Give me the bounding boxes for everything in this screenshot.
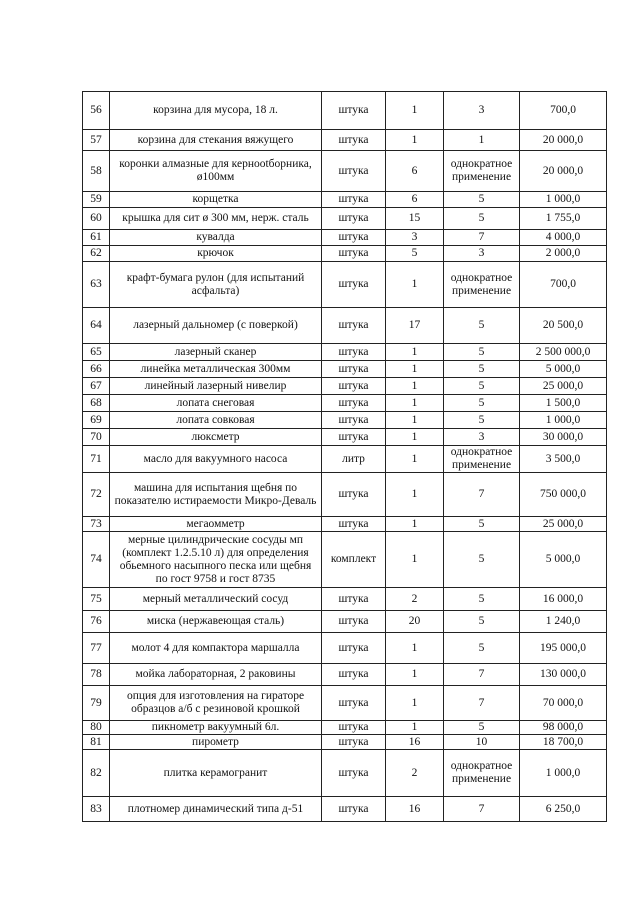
price-cell: 98 000,0 <box>520 721 607 735</box>
service-life-cell: 10 <box>444 735 520 750</box>
unit-of-measure-cell: штука <box>322 130 386 151</box>
row-number-cell: 56 <box>83 92 110 130</box>
item-name-cell: крючок <box>110 246 322 262</box>
quantity-cell: 1 <box>386 686 444 721</box>
item-name-cell: мерные цилиндрические сосуды мп (комплект 1.2.5.10 л) для определения обьемного насыпного песка или щебня по гост 9758 и гост 8735 <box>110 532 322 588</box>
item-name-cell: лазерный сканер <box>110 344 322 361</box>
price-cell: 5 000,0 <box>520 361 607 378</box>
quantity-cell: 1 <box>386 532 444 588</box>
row-number-cell: 74 <box>83 532 110 588</box>
service-life-cell: 5 <box>444 588 520 611</box>
item-name-cell: машина для испытания щебня по показателю истираемости Микро-Деваль <box>110 473 322 517</box>
price-cell: 25 000,0 <box>520 378 607 395</box>
quantity-cell: 2 <box>386 750 444 797</box>
quantity-cell: 1 <box>386 130 444 151</box>
item-name-cell: лопата совковая <box>110 412 322 429</box>
service-life-cell: 3 <box>444 92 520 130</box>
price-cell: 1 240,0 <box>520 611 607 633</box>
table-row <box>83 664 607 686</box>
service-life-cell: 7 <box>444 230 520 246</box>
row-number-cell: 60 <box>83 208 110 230</box>
row-number-cell: 67 <box>83 378 110 395</box>
row-number-cell: 73 <box>83 517 110 532</box>
quantity-cell: 17 <box>386 308 444 344</box>
row-number-cell: 70 <box>83 429 110 446</box>
price-cell: 2 000,0 <box>520 246 607 262</box>
service-life-cell: 5 <box>444 308 520 344</box>
service-life-cell: 5 <box>444 378 520 395</box>
quantity-cell: 6 <box>386 192 444 208</box>
unit-of-measure-cell: комплект <box>322 532 386 588</box>
table-row <box>83 686 607 721</box>
item-name-cell: мерный металлический сосуд <box>110 588 322 611</box>
item-name-cell: пикнометр вакуумный 6л. <box>110 721 322 735</box>
item-name-cell: линейный лазерный нивелир <box>110 378 322 395</box>
row-number-cell: 76 <box>83 611 110 633</box>
row-number-cell: 66 <box>83 361 110 378</box>
service-life-cell: 3 <box>444 246 520 262</box>
quantity-cell: 1 <box>386 378 444 395</box>
unit-of-measure-cell: штука <box>322 750 386 797</box>
table-row <box>83 721 607 735</box>
row-number-cell: 83 <box>83 797 110 822</box>
row-number-cell: 77 <box>83 633 110 664</box>
unit-of-measure-cell: штука <box>322 517 386 532</box>
item-name-cell: плитка керамогранит <box>110 750 322 797</box>
quantity-cell: 3 <box>386 230 444 246</box>
price-cell: 1 500,0 <box>520 395 607 412</box>
table-row <box>83 588 607 611</box>
row-number-cell: 81 <box>83 735 110 750</box>
row-number-cell: 68 <box>83 395 110 412</box>
table-row <box>83 412 607 429</box>
table-row <box>83 395 607 412</box>
item-name-cell: корзина для мусора, 18 л. <box>110 92 322 130</box>
item-name-cell: лопата снеговая <box>110 395 322 412</box>
price-cell: 700,0 <box>520 92 607 130</box>
row-number-cell: 78 <box>83 664 110 686</box>
table-row <box>83 361 607 378</box>
unit-of-measure-cell: штука <box>322 308 386 344</box>
price-cell: 18 700,0 <box>520 735 607 750</box>
quantity-cell: 1 <box>386 429 444 446</box>
table-row <box>83 517 607 532</box>
price-cell: 195 000,0 <box>520 633 607 664</box>
price-cell: 6 250,0 <box>520 797 607 822</box>
row-number-cell: 64 <box>83 308 110 344</box>
unit-of-measure-cell: штука <box>322 344 386 361</box>
service-life-cell: 5 <box>444 361 520 378</box>
table-row <box>83 344 607 361</box>
unit-of-measure-cell: штука <box>322 611 386 633</box>
row-number-cell: 80 <box>83 721 110 735</box>
inventory-table <box>82 91 607 822</box>
item-name-cell: корщетка <box>110 192 322 208</box>
service-life-cell: 3 <box>444 429 520 446</box>
price-cell: 20 000,0 <box>520 151 607 192</box>
unit-of-measure-cell: штука <box>322 192 386 208</box>
item-name-cell: масло для вакуумного насоса <box>110 446 322 473</box>
item-name-cell: молот 4 для компактора маршалла <box>110 633 322 664</box>
item-name-cell: люксметр <box>110 429 322 446</box>
item-name-cell: лазерный дальномер (с поверкой) <box>110 308 322 344</box>
service-life-cell: 1 <box>444 130 520 151</box>
unit-of-measure-cell: штука <box>322 208 386 230</box>
unit-of-measure-cell: штука <box>322 735 386 750</box>
table-row <box>83 611 607 633</box>
service-life-cell: 5 <box>444 517 520 532</box>
unit-of-measure-cell: штука <box>322 262 386 308</box>
unit-of-measure-cell: штука <box>322 473 386 517</box>
table-row <box>83 262 607 308</box>
service-life-cell: 5 <box>444 395 520 412</box>
quantity-cell: 2 <box>386 588 444 611</box>
table-row <box>83 246 607 262</box>
table-row <box>83 532 607 588</box>
service-life-cell: 5 <box>444 344 520 361</box>
item-name-cell: опция для изготовления на гираторе образцов а/б с резиновой крошкой <box>110 686 322 721</box>
row-number-cell: 71 <box>83 446 110 473</box>
unit-of-measure-cell: штука <box>322 412 386 429</box>
price-cell: 20 500,0 <box>520 308 607 344</box>
unit-of-measure-cell: штука <box>322 92 386 130</box>
price-cell: 1 000,0 <box>520 192 607 208</box>
price-cell: 3 500,0 <box>520 446 607 473</box>
quantity-cell: 5 <box>386 246 444 262</box>
service-life-cell: однократное применение <box>444 151 520 192</box>
quantity-cell: 1 <box>386 412 444 429</box>
quantity-cell: 1 <box>386 664 444 686</box>
unit-of-measure-cell: штука <box>322 588 386 611</box>
table-row <box>83 735 607 750</box>
price-cell: 1 000,0 <box>520 750 607 797</box>
table-row <box>83 797 607 822</box>
price-cell: 70 000,0 <box>520 686 607 721</box>
price-cell: 5 000,0 <box>520 532 607 588</box>
item-name-cell: мойка лабораторная, 2 раковины <box>110 664 322 686</box>
row-number-cell: 75 <box>83 588 110 611</box>
service-life-cell: 7 <box>444 664 520 686</box>
service-life-cell: однократное применение <box>444 446 520 473</box>
price-cell: 20 000,0 <box>520 130 607 151</box>
table-row <box>83 230 607 246</box>
quantity-cell: 1 <box>386 92 444 130</box>
table-row <box>83 429 607 446</box>
service-life-cell: 5 <box>444 412 520 429</box>
unit-of-measure-cell: штука <box>322 378 386 395</box>
item-name-cell: кувалда <box>110 230 322 246</box>
service-life-cell: 5 <box>444 611 520 633</box>
row-number-cell: 62 <box>83 246 110 262</box>
quantity-cell: 16 <box>386 735 444 750</box>
table-body <box>83 92 607 822</box>
quantity-cell: 1 <box>386 473 444 517</box>
item-name-cell: крафт-бумага рулон (для испытаний асфальта) <box>110 262 322 308</box>
quantity-cell: 1 <box>386 633 444 664</box>
table-row <box>83 130 607 151</box>
service-life-cell: 7 <box>444 797 520 822</box>
item-name-cell: мегаомметр <box>110 517 322 532</box>
table-row <box>83 378 607 395</box>
item-name-cell: крышка для сит ø 300 мм, нерж. сталь <box>110 208 322 230</box>
service-life-cell: 5 <box>444 532 520 588</box>
item-name-cell: корзина для стекания вяжущего <box>110 130 322 151</box>
row-number-cell: 61 <box>83 230 110 246</box>
unit-of-measure-cell: литр <box>322 446 386 473</box>
item-name-cell: плотномер динамический типа д-51 <box>110 797 322 822</box>
unit-of-measure-cell: штука <box>322 721 386 735</box>
table-row <box>83 473 607 517</box>
row-number-cell: 79 <box>83 686 110 721</box>
price-cell: 1 000,0 <box>520 412 607 429</box>
service-life-cell: однократное применение <box>444 750 520 797</box>
table-row <box>83 446 607 473</box>
row-number-cell: 58 <box>83 151 110 192</box>
quantity-cell: 1 <box>386 361 444 378</box>
service-life-cell: 7 <box>444 473 520 517</box>
row-number-cell: 59 <box>83 192 110 208</box>
table-row <box>83 208 607 230</box>
service-life-cell: однократное применение <box>444 262 520 308</box>
service-life-cell: 5 <box>444 192 520 208</box>
quantity-cell: 16 <box>386 797 444 822</box>
row-number-cell: 65 <box>83 344 110 361</box>
service-life-cell: 5 <box>444 208 520 230</box>
price-cell: 1 755,0 <box>520 208 607 230</box>
price-cell: 4 000,0 <box>520 230 607 246</box>
row-number-cell: 63 <box>83 262 110 308</box>
unit-of-measure-cell: штука <box>322 429 386 446</box>
unit-of-measure-cell: штука <box>322 664 386 686</box>
quantity-cell: 15 <box>386 208 444 230</box>
unit-of-measure-cell: штука <box>322 151 386 192</box>
price-cell: 16 000,0 <box>520 588 607 611</box>
quantity-cell: 1 <box>386 262 444 308</box>
row-number-cell: 72 <box>83 473 110 517</box>
item-name-cell: коронки алмазные для кернootборника, ø100мм <box>110 151 322 192</box>
item-name-cell: пирометр <box>110 735 322 750</box>
quantity-cell: 1 <box>386 395 444 412</box>
price-cell: 25 000,0 <box>520 517 607 532</box>
price-cell: 750 000,0 <box>520 473 607 517</box>
table-row <box>83 750 607 797</box>
table-row <box>83 151 607 192</box>
unit-of-measure-cell: штука <box>322 246 386 262</box>
quantity-cell: 6 <box>386 151 444 192</box>
row-number-cell: 57 <box>83 130 110 151</box>
service-life-cell: 5 <box>444 721 520 735</box>
quantity-cell: 1 <box>386 344 444 361</box>
price-cell: 130 000,0 <box>520 664 607 686</box>
price-cell: 2 500 000,0 <box>520 344 607 361</box>
table-row <box>83 308 607 344</box>
row-number-cell: 69 <box>83 412 110 429</box>
service-life-cell: 5 <box>444 633 520 664</box>
unit-of-measure-cell: штука <box>322 361 386 378</box>
quantity-cell: 1 <box>386 517 444 532</box>
unit-of-measure-cell: штука <box>322 395 386 412</box>
price-cell: 700,0 <box>520 262 607 308</box>
quantity-cell: 20 <box>386 611 444 633</box>
unit-of-measure-cell: штука <box>322 797 386 822</box>
table-row <box>83 192 607 208</box>
unit-of-measure-cell: штука <box>322 230 386 246</box>
item-name-cell: миска (нержавеющая сталь) <box>110 611 322 633</box>
item-name-cell: линейка металлическая 300мм <box>110 361 322 378</box>
table-row <box>83 92 607 130</box>
price-cell: 30 000,0 <box>520 429 607 446</box>
quantity-cell: 1 <box>386 721 444 735</box>
unit-of-measure-cell: штука <box>322 633 386 664</box>
table-row <box>83 633 607 664</box>
quantity-cell: 1 <box>386 446 444 473</box>
row-number-cell: 82 <box>83 750 110 797</box>
service-life-cell: 7 <box>444 686 520 721</box>
unit-of-measure-cell: штука <box>322 686 386 721</box>
